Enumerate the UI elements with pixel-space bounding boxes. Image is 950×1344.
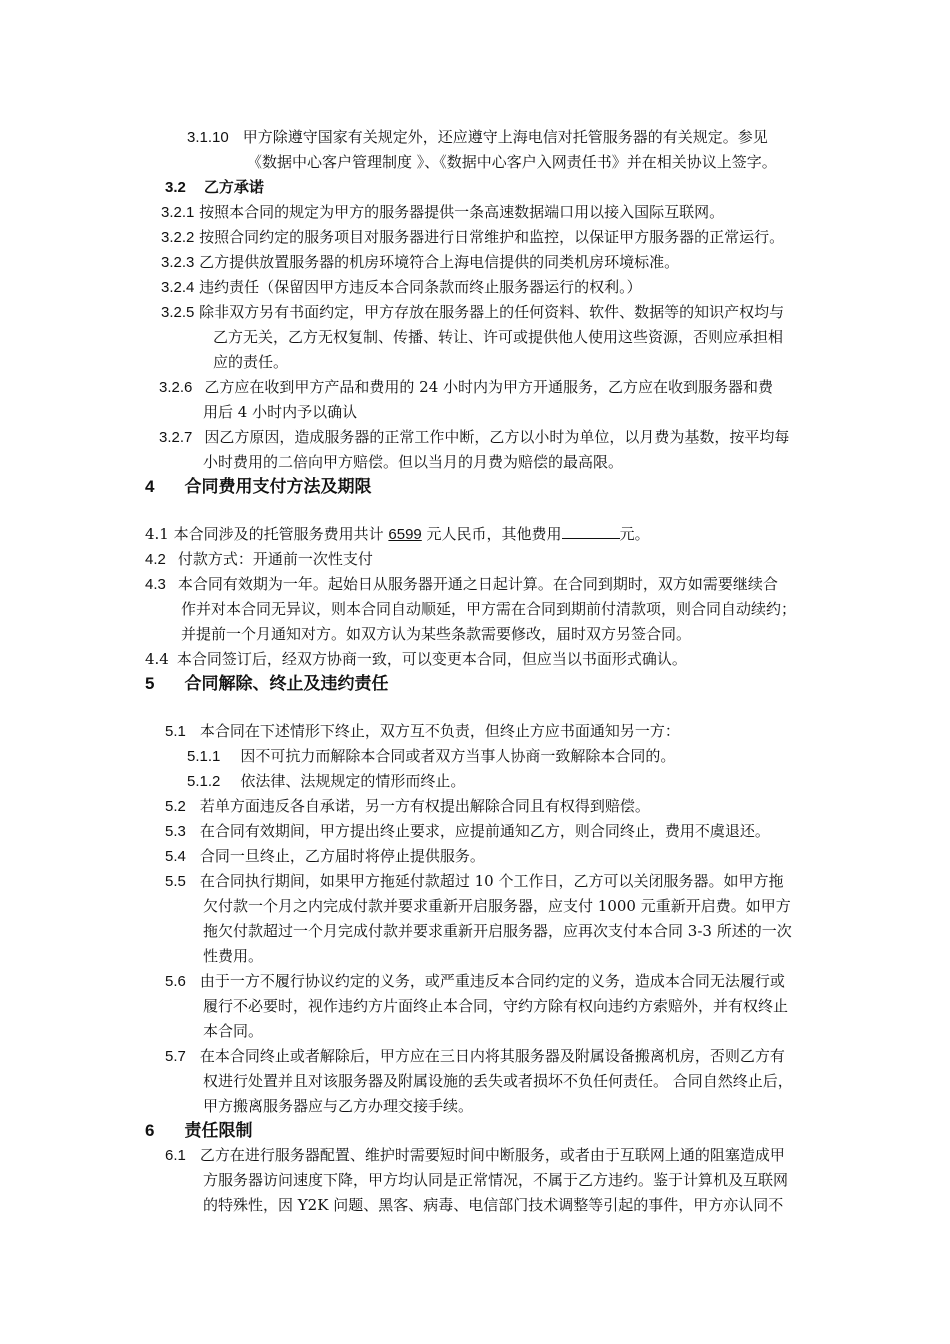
clause-5-5-cont: 性费用。: [203, 947, 264, 965]
clause-3-2-5-cont: 应的责任。: [213, 353, 289, 371]
clause-3-2-7-cont: 小时费用的二倍向甲方赔偿。但以当月的月费为赔偿的最高限。: [203, 453, 624, 471]
clause-4-2: [145, 549, 373, 570]
clause-text: 乙方提供放置服务器的机房环境符合上海电信提供的同类机房环境标准。: [199, 253, 680, 271]
clause-5-5-cont: 欠付款一个月之内完成付款并要求重新开启服务器，应支付 1000 元重新开启费。如甲方: [203, 897, 791, 915]
section-number: 4: [145, 477, 155, 496]
clause-4-3-cont: 作并对本合同无异议，则本合同自动顺延，甲方需在合同到期前付清款项，则合同自动续约；: [181, 600, 797, 618]
section-title: 责任限制: [184, 1121, 253, 1141]
clause-number: 5.4: [165, 848, 186, 865]
clause-4-1: [145, 524, 650, 545]
clause-number: 5.7: [165, 1048, 186, 1065]
section-heading-5: [145, 673, 388, 695]
clause-number: 3.2.3: [161, 254, 195, 271]
clause-number: 5.5: [165, 873, 186, 890]
clause-number: 4.2: [145, 551, 166, 568]
section-title: 合同解除、终止及违约责任: [184, 674, 389, 694]
clause-text: 本合同签订后，经双方协商一致，可以变更本合同，但应当以书面形式确认。: [176, 650, 687, 668]
clause-number: 3.2.2: [161, 229, 195, 246]
clause-text: 合同一旦终止，乙方届时将停止提供服务。: [199, 847, 485, 865]
clause-number: 5.6: [165, 973, 186, 990]
clause-4-3-cont: 并提前一个月通知对方。如双方认为某些条款需要修改，届时双方另签合同。: [181, 625, 692, 643]
clause-5-1-2: [187, 771, 465, 792]
clause-5-6-cont: 履行不必要时，视作违约方片面终止本合同，守约方除有权向违约方索赔外，并有权终止: [203, 997, 789, 1015]
clause-number: 3.2.5: [161, 304, 195, 321]
clause-3-1-10: [187, 127, 768, 148]
clause-3-2-6: [159, 377, 773, 398]
clause-4-4: [145, 649, 687, 669]
clause-text: 乙方应在收到甲方产品和费用的 24 小时内为甲方开通服务，乙方应在收到服务器和费: [204, 378, 774, 396]
clause-text: 因乙方原因，造成服务器的正常工作中断，乙方以小时为单位，以月费为基数，按平均每: [204, 428, 790, 446]
clause-text: 乙方在进行服务器配置、维护时需要短时间中断服务，或者由于互联网上通的阻塞造成甲: [199, 1146, 785, 1164]
clause-text: 因不可抗力而解除本合同或者双方当事人协商一致解除本合同的。: [240, 747, 676, 765]
clause-text: 在合同执行期间，如果甲方拖延付款超过 10 个工作日，乙方可以关闭服务器。如甲方拖: [199, 872, 784, 890]
clause-number: 3.2.4: [161, 279, 195, 296]
clause-number: 5.2: [165, 798, 186, 815]
clause-5-1-1: [187, 746, 675, 767]
clause-number: 4.3: [145, 576, 166, 593]
clause-3-1-10-cont: 《数据中心客户管理制度 》、《数据中心客户入网责任书》并在相关协议上签字。: [247, 153, 777, 171]
subsection-heading-3-2: [165, 177, 264, 198]
clause-text: 按照合同约定的服务项目对服务器进行日常维护和监控，以保证甲方服务器的正常运行。: [199, 228, 785, 246]
clause-text: 若单方面违反各自承诺，另一方有权提出解除合同且有权得到赔偿。: [199, 797, 650, 815]
clause-text: 元。: [619, 525, 650, 543]
section-heading-6: [145, 1120, 252, 1142]
clause-3-2-6-cont: 用后 4 小时内予以确认: [203, 403, 358, 421]
clause-5-7-cont: 权进行处置并且对该服务器及附属设施的丢失或者损坏不负任何责任。 合同自然终止后，: [203, 1072, 793, 1090]
subsection-number: 3.2: [165, 179, 186, 196]
blank-fill-line: [562, 524, 620, 539]
clause-6-1-cont: 的特殊性，因 Y2K 问题、黑客、病毒、电信部门技术调整等引起的事件，甲方亦认同不: [203, 1196, 784, 1214]
clause-3-2-7: [159, 427, 789, 448]
clause-number: 3.2.7: [159, 429, 193, 446]
clause-3-2-5: [161, 302, 784, 323]
clause-text: 付款方式：开通前一次性支付: [177, 550, 373, 568]
clause-number: 5.1.2: [187, 773, 221, 790]
section-title: 合同费用支付方法及期限: [184, 477, 372, 497]
clause-5-5: [165, 871, 784, 892]
clause-number: 6.1: [165, 1147, 186, 1164]
clause-text: 在合同有效期间，甲方提出终止要求，应提前通知乙方，则合同终止，费用不虞退还。: [199, 822, 770, 840]
clause-number: 3.2.6: [159, 379, 193, 396]
clause-3-2-2: [161, 227, 784, 248]
clause-text: 违约责任（保留因甲方违反本合同条款而终止服务器运行的权利。）: [199, 278, 642, 296]
clause-6-1-cont: 方服务器访问速度下降，甲方均认同是正常情况，不属于乙方违约。鉴于计算机及互联网: [203, 1171, 789, 1189]
clause-text: 甲方除遵守国家有关规定外，还应遵守上海电信对托管服务器的有关规定。参见: [242, 128, 768, 146]
clause-5-2: [165, 796, 650, 817]
clause-number: 5.1.1: [187, 748, 221, 765]
clause-4-3: [145, 574, 778, 595]
clause-5-3: [165, 821, 770, 842]
clause-text: 4.1 本合同涉及的托管服务费用共计: [145, 525, 389, 543]
clause-number: 4.4: [145, 650, 169, 668]
section-number: 5: [145, 674, 155, 693]
clause-5-6-cont: 本合同。: [203, 1022, 264, 1040]
clause-text: 依法律、法规规定的情形而终止。: [240, 772, 466, 790]
fee-amount: 6599: [388, 526, 422, 543]
clause-5-1: [165, 721, 680, 742]
clause-5-4: [165, 846, 485, 867]
clause-text: 按照本合同的规定为甲方的服务器提供一条高速数据端口用以接入国际互联网。: [199, 203, 725, 221]
clause-number: 3.2.1: [161, 204, 195, 221]
clause-number: 5.3: [165, 823, 186, 840]
clause-5-5-cont: 拖欠付款超过一个月完成付款并要求重新开启服务器，应再次支付本合同 3-3 所述的一次: [203, 922, 792, 940]
clause-5-7-cont: 甲方搬离服务器应与乙方办理交接手续。: [203, 1097, 474, 1115]
clause-3-2-4: [161, 277, 642, 298]
subsection-title: 乙方承诺: [203, 178, 264, 196]
clause-number: 5.1: [165, 723, 186, 740]
clause-3-2-3: [161, 252, 679, 273]
clause-text: 在本合同终止或者解除后，甲方应在三日内将其服务器及附属设备搬离机房，否则乙方有: [199, 1047, 785, 1065]
clause-6-1: [165, 1145, 785, 1166]
clause-text: 本合同有效期为一年。起始日从服务器开通之日起计算。在合同到期时，双方如需要继续合: [177, 575, 778, 593]
clause-text: 本合同在下述情形下终止，双方互不负责，但终止方应书面通知另一方：: [199, 722, 680, 740]
section-number: 6: [145, 1121, 155, 1140]
section-heading-4: [145, 476, 371, 498]
clause-text: 除非双方另有书面约定，甲方存放在服务器上的任何资料、软件、数据等的知识产权均与: [199, 303, 785, 321]
clause-5-7: [165, 1046, 785, 1067]
clause-number: 3.1.10: [187, 129, 229, 146]
clause-3-2-1: [161, 202, 724, 223]
clause-3-2-5-cont: 乙方无关，乙方无权复制、传播、转让、许可或提供他人使用这些资源，否则应承担相: [213, 328, 784, 346]
clause-5-6: [165, 971, 785, 992]
clause-text: 由于一方不履行协议约定的义务，或严重违反本合同约定的义务，造成本合同无法履行或: [199, 972, 785, 990]
clause-text: 元人民币，其他费用: [421, 525, 562, 543]
